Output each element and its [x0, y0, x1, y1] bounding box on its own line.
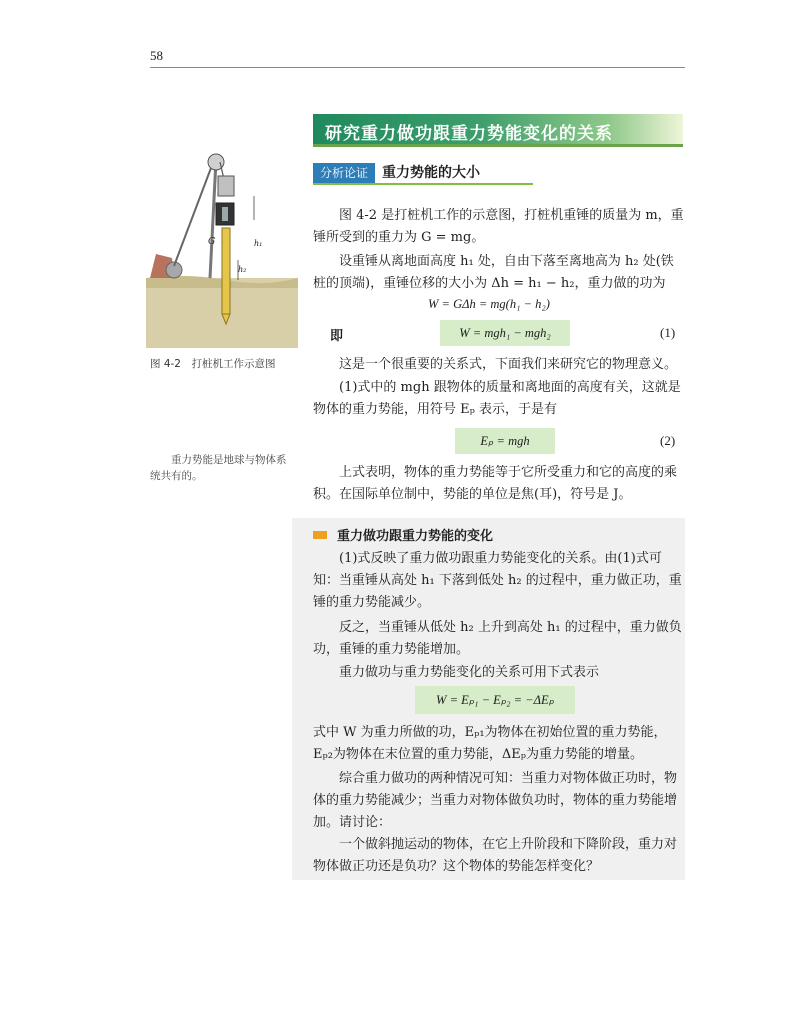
equation-2-number: (2) [660, 433, 676, 448]
section2-paragraph-1: (1)式反映了重力做功跟重力势能变化的关系。由(1)式可知：当重锤从高处 h₁ 下落到低处 h₂ 的过程中，重力做正功，重锤的重力势能减少。 [313, 551, 682, 610]
equation-3: W = Eₚ₁ − Eₚ₂ = −ΔEₚ [415, 686, 575, 714]
discussion-label: 请讨论： [339, 815, 392, 830]
frame-pole [210, 160, 216, 278]
equation-1: W = mgh₁ − mgh₂ [440, 320, 570, 346]
paragraph-1: 图 4-2 是打桩机工作的示意图，打桩机重锤的质量为 m，重锤所受到的重力为 G = mg。 [313, 208, 684, 245]
section2-paragraph-4: 式中 W 为重力所做的功，Eₚ₁为物体在初始位置的重力势能，Eₚ₂为物体在末位置的重力势能，ΔEₚ为重力势能的增量。 [313, 725, 667, 762]
label-h1: h₁ [254, 239, 263, 248]
section2-paragraph-5: 综合重力做功的两种情况可知：当重力对物体做正功时，物体的重力势能减少；当重力对物体做负功时，物体的重力势能增加。 [313, 771, 678, 830]
analysis-title: 重力势能的大小 [382, 165, 480, 181]
header-rule [150, 67, 685, 68]
analysis-tag: 分析论证 [313, 163, 375, 183]
discussion-question: 一个做斜抛运动的物体，在它上升阶段和下降阶段，重力对物体做正功还是负功？这个物体的势能怎样变化？ [313, 837, 678, 874]
ji-label: 即 [330, 329, 344, 344]
analysis-rule [313, 183, 533, 185]
section2-marker [313, 531, 327, 539]
section2-paragraph-2: 反之，当重锤从低处 h₂ 上升到高处 h₁ 的过程中，重力做负功，重锤的重力势能增加。 [313, 620, 682, 657]
label-g: G [208, 237, 216, 247]
section2-title: 重力做功跟重力势能的变化 [337, 529, 494, 544]
page-number: 58 [150, 48, 163, 63]
paragraph-2: 设重锤从离地面高度 h₁ 处，自由下落至离地高为 h₂ 处(铁桩的顶端)，重锤位移的大小为 Δh = h₁ − h₂，重力做的功为 [313, 254, 674, 291]
boom-rope [174, 160, 214, 266]
section-title: 研究重力做功跟重力势能变化的关系 [325, 124, 613, 144]
section2-paragraph-3: 重力做功与重力势能变化的关系可用下式表示 [339, 665, 600, 680]
hammer-face [222, 207, 228, 221]
figure-caption: 图 4-2 打桩机工作示意图 [150, 358, 276, 370]
equation-1-number: (1) [660, 325, 676, 340]
work-equation: W = GΔh = mg(h₁ − h₂) [428, 297, 550, 311]
paragraph-3: 这是一个很重要的关系式，下面我们来研究它的物理意义。 [339, 357, 678, 372]
label-h2: h₂ [238, 265, 247, 274]
pile [222, 228, 230, 314]
equation-2: Eₚ = mgh [455, 428, 555, 454]
paragraph-5: 上式表明，物体的重力势能等于它所受重力和它的高度的乘积。在国际单位制中，势能的单位是焦(耳)，符号是 J。 [313, 465, 678, 502]
section-banner [313, 114, 683, 147]
upper-weight [218, 176, 234, 196]
margin-note: 重力势能是地球与物体系统共有的。 [150, 454, 287, 482]
paragraph-4: (1)式中的 mgh 跟物体的质量和离地面的高度有关，这就是物体的重力势能，用符号 Eₚ 表示，于是有 [313, 380, 681, 417]
pile-driver-figure [146, 148, 298, 348]
